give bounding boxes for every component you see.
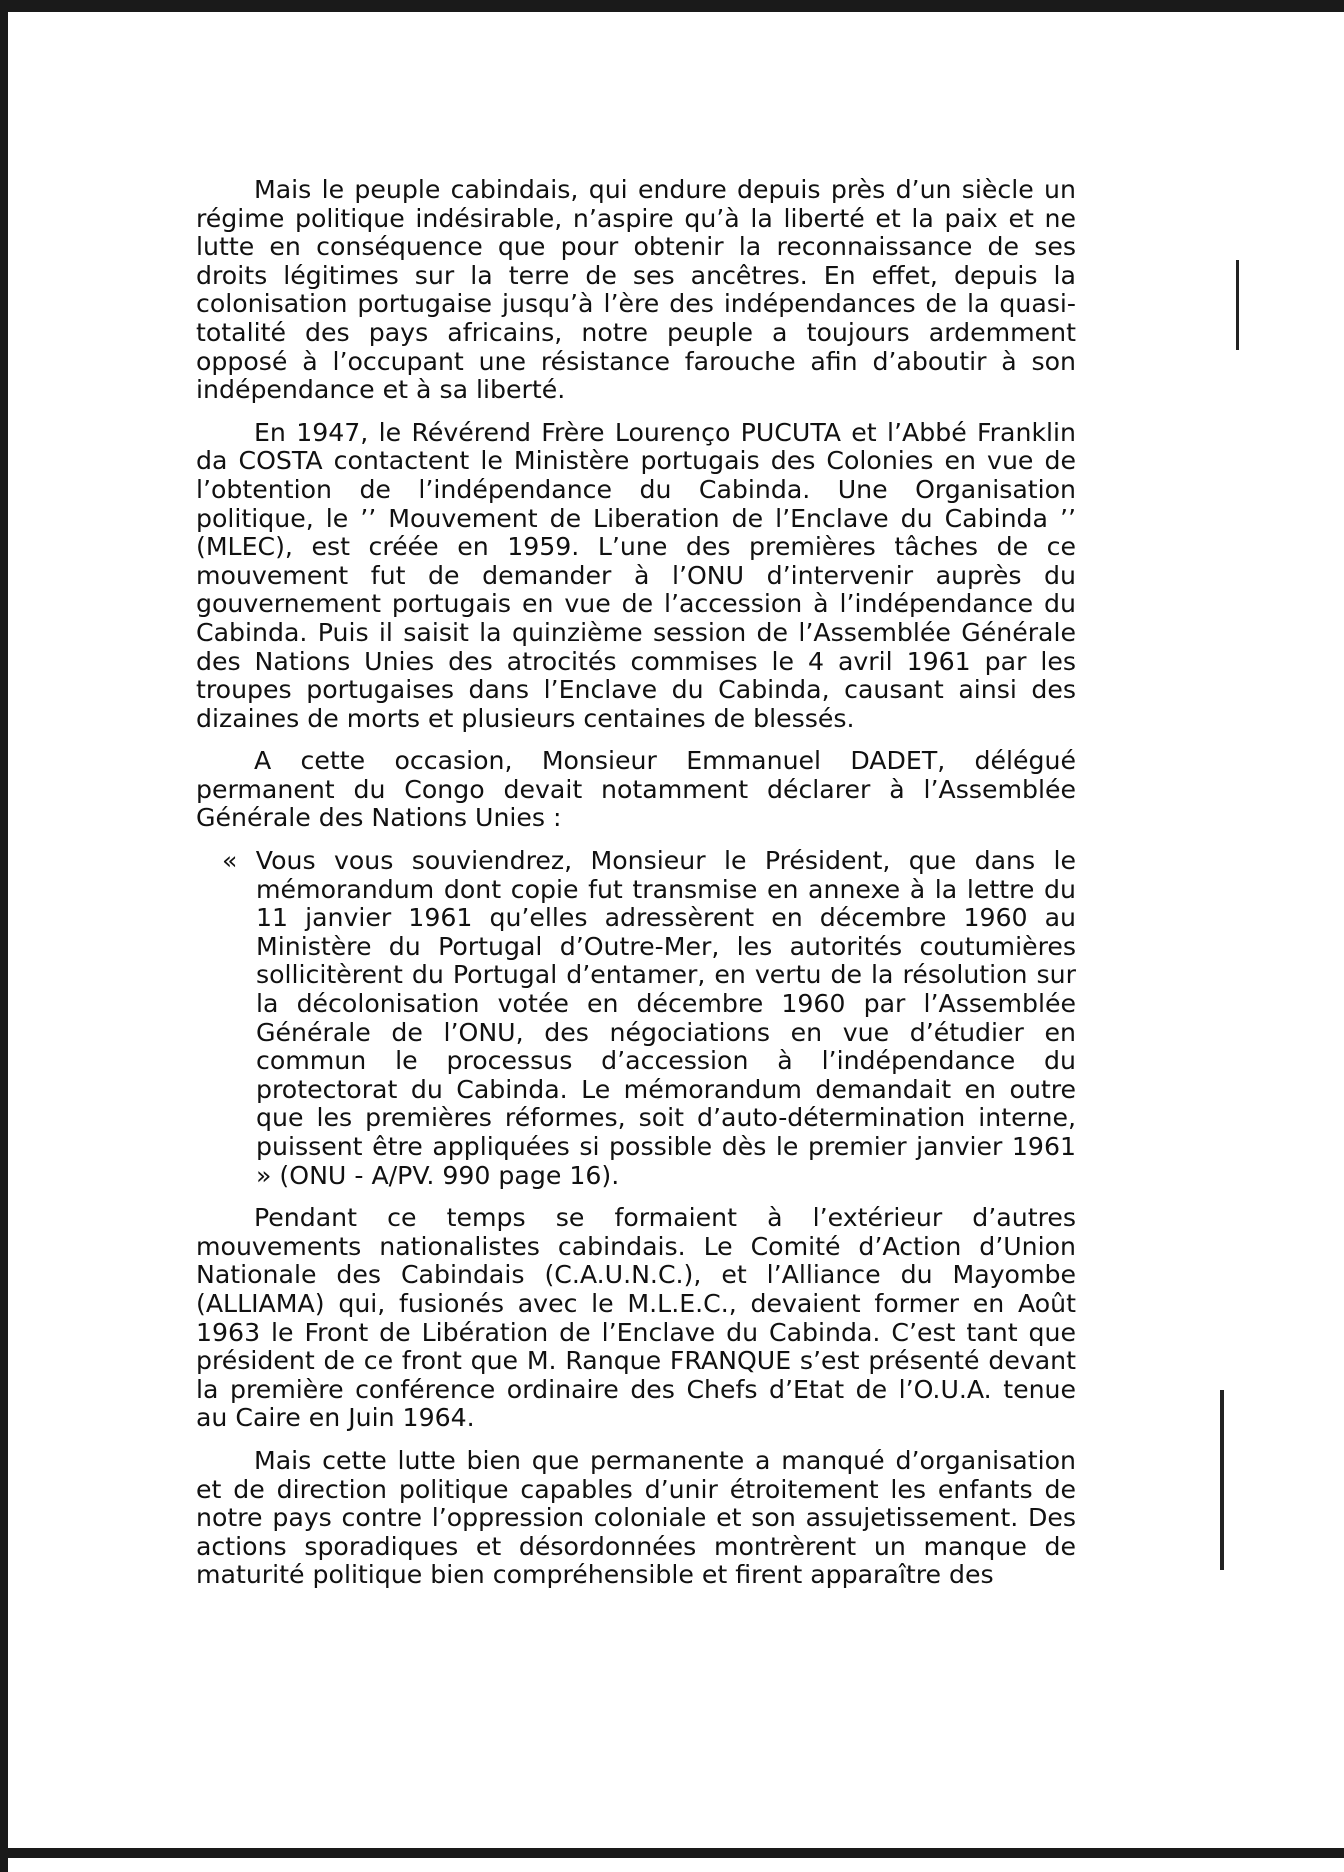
scan-border-top (0, 0, 1344, 12)
scan-mark-right-2 (1220, 1390, 1224, 1570)
block-quote: « Vous vous souviendrez, Monsieur le Président, que dans le mémorandum dont copie fut transmise en annexe à la lettre du 11 janvier 1961 qu’elles adressèrent en décembre 1960 au Ministère du Portugal d’Outre-Mer, les autorités coutumières sollicitèrent du Portugal d’entamer, en vertu de la résolution sur la décolonisation votée en décembre 1960 par l’Assemblée Générale de l’ONU, des négociations en vue d’étudier en commun le processus d’accession à l’indépendance du protectorat du Cabinda. Le mémorandum demandait en outre que les premières réformes, soit d’auto-détermination interne, puissent être appliquées si possible dès le premier janvier 1961 » (ONU - A/PV. 990 page 16). (222, 846, 1076, 1190)
paragraph-2: En 1947, le Révérend Frère Lourenço PUCUTA et l’Abbé Franklin da COSTA contactent le Ministère portugais des Colonies en vue de l’obtention de l’indépendance du Cabinda. Une Organisation politique, le ’’ Mouvement de Liberation de l’Enclave du Cabinda ’’ (MLEC), est créée en 1959. L’une des premières tâches de ce mouvement fut de demander à l’ONU d’intervenir auprès du gouvernement portugais en vue de l’accession à l’indépendance du Cabinda. Puis il saisit la quinzième session de l’Assemblée Générale des Nations Unies des atrocités commises le 4 avril 1961 par les troupes portugaises dans l’Enclave du Cabinda, causant ainsi des dizaines de morts et plusieurs centaines de blessés. (196, 417, 1076, 733)
paragraph-5: Mais cette lutte bien que permanente a manqué d’organisation et de direction politique capables d’unir étroitement les enfants de notre pays contre l’oppression coloniale et son assujetissement. Des actions sporadiques et désordonnées montrèrent un manque de maturité politique bien compréhensible et firent apparaître des (196, 1445, 1076, 1590)
scan-border-bottom (0, 1848, 1344, 1858)
paragraph-1: Mais le peuple cabindais, qui endure depuis près d’un siècle un régime politique indésirable, n’aspire qu’à la liberté et la paix et ne lutte en conséquence que pour obtenir la reconnaissance de ses droits légitimes sur la terre de ses ancêtres. En effet, depuis la colonisation portugaise jusqu’à l’ère des indépendances de la quasi-totalité des pays africains, notre peuple a toujours ardemment opposé à l’occupant une résistance farouche afin d’aboutir à son indépendance et à sa liberté. (196, 175, 1076, 405)
paragraph-4: Pendant ce temps se formaient à l’extérieur d’autres mouvements nationalistes cabindais. Le Comité d’Action d’Union Nationale des Cabindais (C.A.U.N.C.), et l’Alliance du Mayombe (ALLIAMA) qui, fusionés avec le M.L.E.C., devaient former en Août 1963 le Front de Libération de l’Enclave du Cabinda. C’est tant que président de ce front que M. Ranque FRANQUE s’est présenté devant la première conférence ordinaire des Chefs d’Etat de l’O.U.A. tenue au Caire en Juin 1964. (196, 1203, 1076, 1433)
paragraph-3: A cette occasion, Monsieur Emmanuel DADET, délégué permanent du Congo devait notamment déclarer à l’Assemblée Générale des Nations Unies : (196, 746, 1076, 833)
scan-mark-right-1 (1236, 260, 1239, 350)
page-body (196, 176, 1076, 1604)
scan-border-left (0, 0, 8, 1872)
